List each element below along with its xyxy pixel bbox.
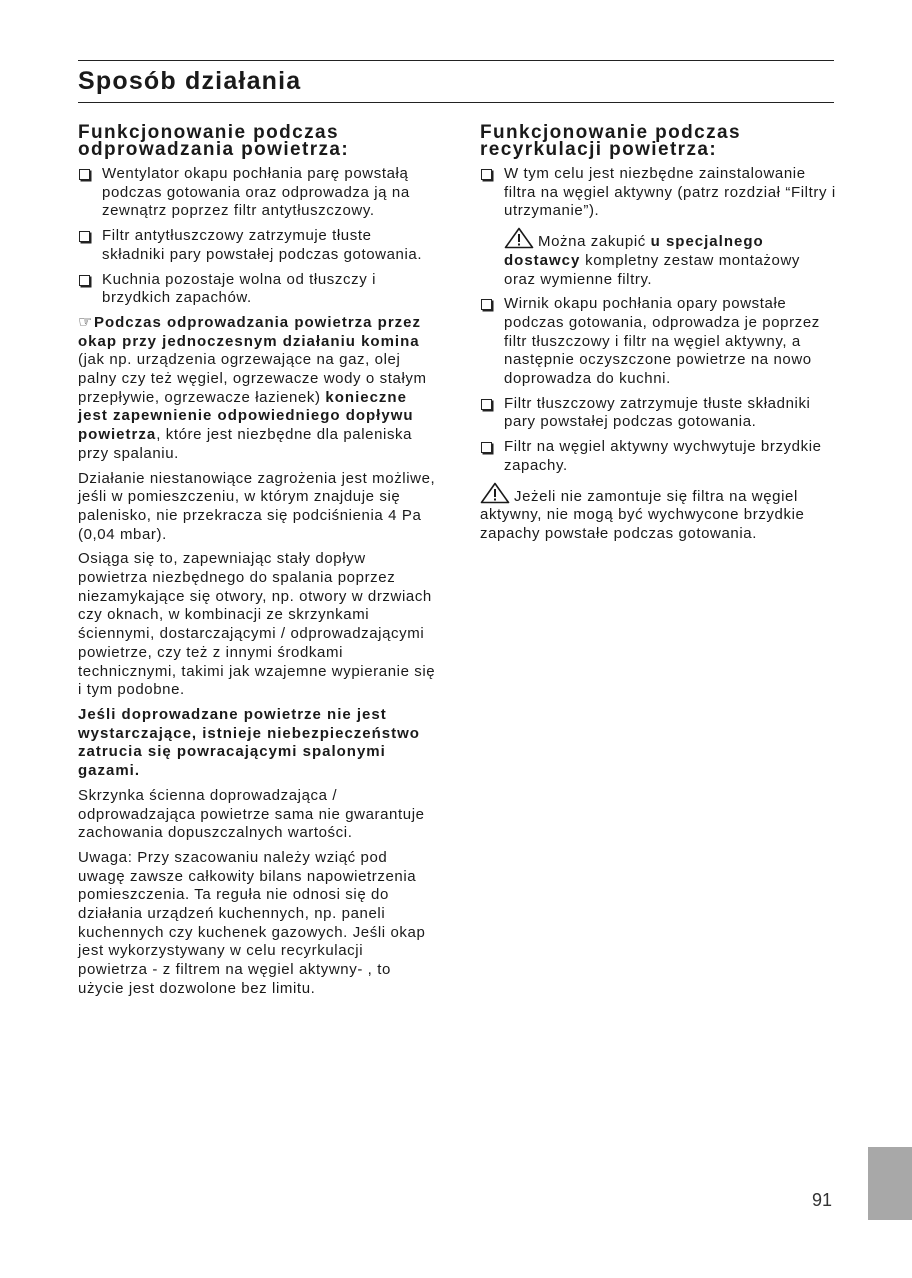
paragraph-remark: Uwaga: Przy szacowaniu należy wziąć pod uwagę zawsze całkowity bilans napowietrzenia pomieszczenia. Ta reguła nie odnosi się do działania urządzeń kuchennych, np. paneli kuchennych czy kuchenek gazowych. Jeśli okap jest wykorzystywany w celu recyrkulacji powietrza - z filtrem na węgiel aktywny- , to użycie jest dozwolone bez limitu. [78, 848, 426, 997]
top-rule [78, 60, 834, 61]
notice-text-1: Można zakupić [538, 233, 651, 251]
list-item-text: Kuchnia pozostaje wolna od tłuszczy i brzydkich zapachów. [102, 270, 377, 307]
carbon-filter-warning [480, 482, 836, 544]
list-item-text: Filtr antytłuszczowy zatrzymuje tłuste składniki pary powstałej podczas gotowania. [102, 227, 423, 263]
carbon-filter-warning-text: Jeżeli nie zamontuje się filtra na węgiel aktywny, nie mogą być wychwycone brzydkie zapachy powstałe podczas gotowania. [480, 487, 805, 542]
list-item-text: W tym celu jest niezbędne zainstalowanie filtra na węgiel aktywny (patrz rozdział “Filtry i utrzymanie”). [504, 165, 836, 220]
list-item [480, 438, 836, 475]
warning-triangle-icon [480, 482, 510, 504]
checkbox-bullet-icon [79, 275, 90, 286]
danger-warning [78, 706, 436, 781]
note-bold-1: Podczas odprowadzania powietrza przez okap przy jednoczesnym działaniu komina [78, 313, 422, 350]
checkbox-bullet-icon [481, 169, 492, 180]
section-tab-marker [868, 1147, 912, 1220]
list-item-text: Wentylator okapu pochłania parę powstałą podczas gotowania oraz odprowadza ją na zewnątrz poprzez filtr antytłuszczowy. [102, 165, 410, 220]
purchase-notice [480, 227, 836, 289]
page-number: 91 [812, 1190, 833, 1210]
left-column [78, 124, 436, 999]
list-item [78, 271, 436, 308]
list-item-text: Wirnik okapu pochłania opary powstałe podczas gotowania, odprowadza je poprzez filtr tłuszczowy i filtr na węgiel aktywny, a następnie oczyszczone powietrze na nowo doprowadza do kuchni. [504, 295, 820, 388]
list-item [78, 227, 436, 264]
left-heading [78, 124, 436, 158]
list-item-text: Filtr tłuszczowy zatrzymuje tłuste składniki pary powstałej podczas gotowania. [504, 394, 811, 431]
note-text-1: (jak np. urządzenia ogrzewające na gaz, olej palny czy też węgiel, ogrzewacze wody o stałym przepływie, ogrzewacze łazienek) [78, 351, 427, 406]
warning-triangle-icon [504, 227, 534, 249]
notice-text-2: kompletny zestaw montażowy oraz wymienne filtry. [504, 251, 800, 288]
note-text-2: , które jest niezbędne dla paleniska przy spalaniu. [78, 426, 413, 462]
checkbox-bullet-icon [79, 231, 90, 242]
right-heading-line1: Funkcjonowanie podczas [480, 122, 741, 143]
page-title: Sposób działania [78, 67, 302, 95]
right-heading [480, 124, 836, 158]
title-underline [78, 102, 834, 103]
list-item [480, 165, 836, 221]
checkbox-bullet-icon [79, 169, 90, 180]
list-item-text: Filtr na węgiel aktywny wychwytuje brzydkie zapachy. [504, 438, 822, 474]
checkbox-bullet-icon [481, 399, 492, 410]
notice-bold: u specjalnego dostawcy [504, 233, 764, 269]
checkbox-bullet-icon [481, 299, 492, 310]
left-heading-line2: odprowadzania powietrza: [78, 139, 350, 160]
note-bold-2: konieczne jest zapewnienie odpowiedniego dopływu powietrza [78, 388, 414, 444]
checkbox-bullet-icon [481, 442, 492, 453]
right-column [480, 124, 836, 544]
right-heading-line2: recyrkulacji powietrza: [480, 139, 718, 160]
paragraph-air-supply: Osiąga się to, zapewniając stały dopływ powietrza niezbędnego do spalania poprzez niezamykające się otwory, np. otwory w drzwiach czy oknach, w kombinacji ze skrzynkami ściennymi, dostarczającymi / odprowadzającymi powietrze, czy też z innymi środkami technicznymi, takimi jak wzajemne wypieranie się i tym podobne. [78, 550, 436, 699]
paragraph-wall-box: Skrzynka ścienna doprowadzająca / odprowadzająca powietrze sama nie gwarantuje zachowania dopuszczalnych wartości. [78, 786, 425, 842]
danger-warning-text: Jeśli doprowadzane powietrze nie jest wystarczające, istnieje niebezpieczeństwo zatrucia się powracającymi spalonymi gazami. [78, 705, 420, 780]
left-heading-line1: Funkcjonowanie podczas [78, 122, 339, 143]
pointing-hand-icon: ☞ [78, 313, 93, 331]
list-item [480, 395, 836, 432]
paragraph-pressure: Działanie niestanowiące zagrożenia jest możliwe, jeśli w pomieszczeniu, w którym znajduje się palenisko, nie przekracza się podciśnienia 4 Pa (0,04 mbar). [78, 469, 436, 543]
list-item [78, 165, 436, 221]
list-item [480, 295, 836, 389]
chimney-note [78, 314, 436, 464]
